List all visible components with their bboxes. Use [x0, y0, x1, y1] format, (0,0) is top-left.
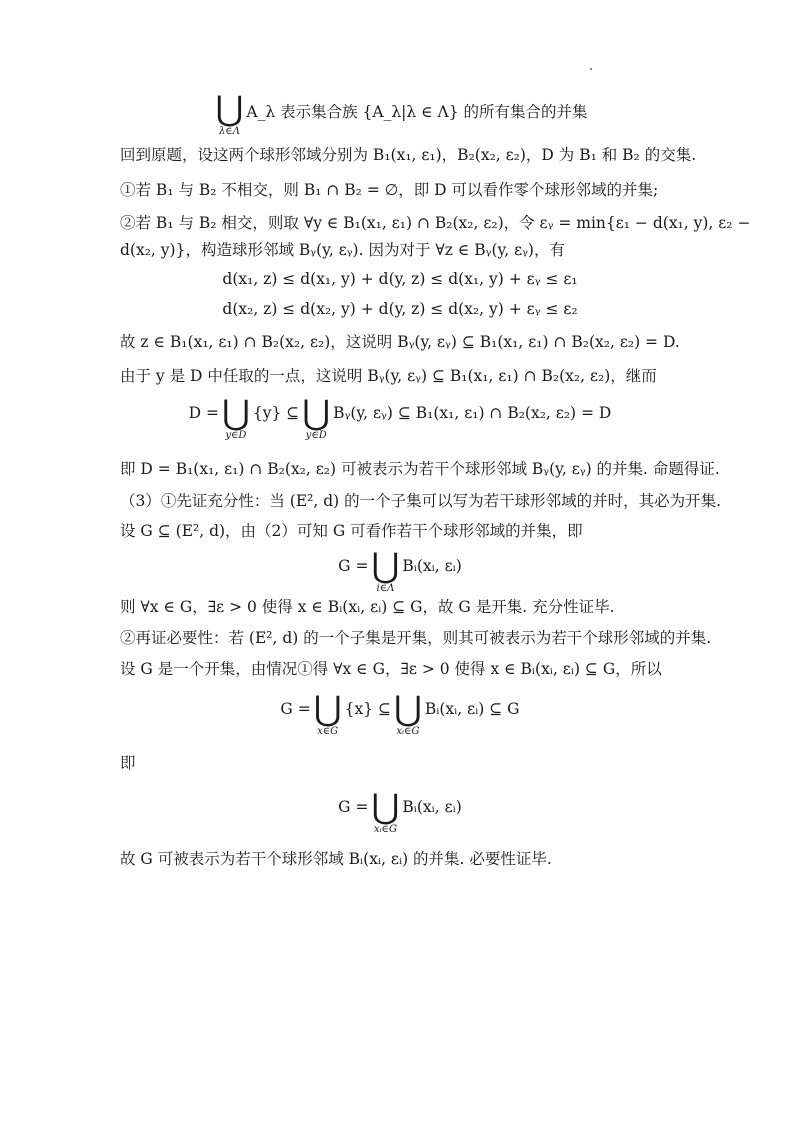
- inequality-2: d(x₂, z) ≤ d(x₂, y) + d(y, z) ≤ d(x₂, y) + εᵧ ≤ ε₂: [222, 300, 578, 318]
- eq-rhs: Bᵢ(xᵢ, εᵢ) ⊆ G: [424, 700, 520, 718]
- para-line-14: 故 G 可被表示为若干个球形邻域 Bᵢ(xᵢ, εᵢ) 的并集. 必要性证毕.: [120, 850, 552, 868]
- para-line-5: 故 z ∈ B₁(x₁, ε₁) ∩ B₂(x₂, ε₂)，这说明 Bᵧ(y, εᵧ) ⊆ B₁(x₁, ε₁) ∩ B₂(x₂, ε₂) = D.: [120, 333, 680, 351]
- big-union-symbol: ⋃ i∈Λ: [371, 546, 400, 594]
- para-line-3: ②若 B₁ 与 B₂ 相交，则取 ∀y ∈ B₁(x₁, ε₁) ∩ B₂(x₂, ε₂)，令 εᵧ = min{ε₁ − d(x₁, y), ε₂ −: [120, 214, 751, 232]
- para-line-9: 设 G ⊆ (E², d)，由（2）可知 G 可看作若干个球形邻域的并集，即: [120, 522, 583, 540]
- eq-mid: {x} ⊆: [344, 700, 391, 718]
- eq-mid: {y} ⊆: [252, 404, 300, 422]
- eq-rhs: Bᵢ(xᵢ, εᵢ): [402, 557, 462, 575]
- eq-rhs: Bᵢ(xᵢ, εᵢ): [402, 798, 462, 816]
- big-union-symbol: ⋃ λ∈Λ: [215, 89, 244, 137]
- eq-lhs: G =: [338, 798, 369, 816]
- para-line-8: （3）①先证充分性：当 (E², d) 的一个子集可以写为若干球形邻域的并时，其必为开集.: [120, 492, 722, 510]
- para-line-2: ①若 B₁ 与 B₂ 不相交，则 B₁ ∩ B₂ = ∅，即 D 可以看作零个球形邻域的并集;: [120, 181, 659, 199]
- big-union-symbol: ⋃ xᵢ∈G: [371, 787, 400, 835]
- inequality-1: d(x₁, z) ≤ d(x₁, y) + d(y, z) ≤ d(x₁, y) + εᵧ ≤ ε₁: [222, 270, 578, 288]
- union-subscript: λ∈Λ: [218, 126, 240, 137]
- union-definition-text: A_λ 表示集合族 {A_λ|λ ∈ Λ} 的所有集合的并集: [246, 103, 588, 121]
- union-subscript: xᵢ∈G: [373, 824, 397, 835]
- big-union-symbol: ⋃ y∈D: [302, 393, 331, 441]
- big-union-symbol: ⋃ y∈D: [221, 393, 250, 441]
- para-line-6: 由于 y 是 D 中任取的一点，这说明 Bᵧ(y, εᵧ) ⊆ B₁(x₁, ε₁) ∩ B₂(x₂, ε₂)，继而: [120, 367, 657, 385]
- para-line-10: 则 ∀x ∈ G，∃ε > 0 使得 x ∈ Bᵢ(xᵢ, εᵢ) ⊆ G，故 G 是开集. 充分性证毕.: [120, 598, 615, 616]
- union-subscript: xᵢ∈G: [396, 726, 420, 737]
- union-subscript: y∈D: [305, 430, 327, 441]
- display-equation-G3: [0, 787, 800, 836]
- para-line-1: 回到原题，设这两个球形邻域分别为 B₁(x₁, ε₁)，B₂(x₂, ε₂)，D 为 B₁ 和 B₂ 的交集.: [120, 146, 697, 164]
- para-line-4: d(x₂, y)}，构造球形邻域 Bᵧ(y, εᵧ). 因为对于 ∀z ∈ Bᵧ(y, εᵧ)，有: [120, 241, 565, 259]
- display-equation-G1: [0, 546, 800, 595]
- eq-lhs: G =: [338, 557, 369, 575]
- big-union-symbol: ⋃ xᵢ∈G: [393, 689, 422, 737]
- union-subscript: x∈G: [317, 726, 339, 737]
- corner-mark: [590, 68, 592, 70]
- para-line-13: 即: [120, 754, 136, 772]
- union-subscript: i∈Λ: [376, 583, 395, 594]
- display-equation-G2: [0, 689, 800, 738]
- para-line-12: 设 G 是一个开集，由情况①得 ∀x ∈ G，∃ε > 0 使得 x ∈ Bᵢ(xᵢ, εᵢ) ⊆ G，所以: [120, 660, 662, 678]
- eq-rhs: Bᵧ(y, εᵧ) ⊆ B₁(x₁, ε₁) ∩ B₂(x₂, ε₂) = D: [333, 404, 612, 422]
- big-union-symbol: ⋃ x∈G: [313, 689, 342, 737]
- eq-lhs: G =: [280, 700, 311, 718]
- top-union-definition: [0, 89, 800, 138]
- union-subscript: y∈D: [225, 430, 247, 441]
- eq-lhs: D =: [188, 404, 219, 422]
- display-equation-D: [0, 393, 800, 442]
- para-line-7: 即 D = B₁(x₁, ε₁) ∩ B₂(x₂, ε₂) 可被表示为若干个球形邻域 Bᵧ(y, εᵧ) 的并集. 命题得证.: [120, 460, 720, 478]
- para-line-11: ②再证必要性：若 (E², d) 的一个子集是开集，则其可被表示为若干个球形邻域的并集.: [120, 629, 712, 647]
